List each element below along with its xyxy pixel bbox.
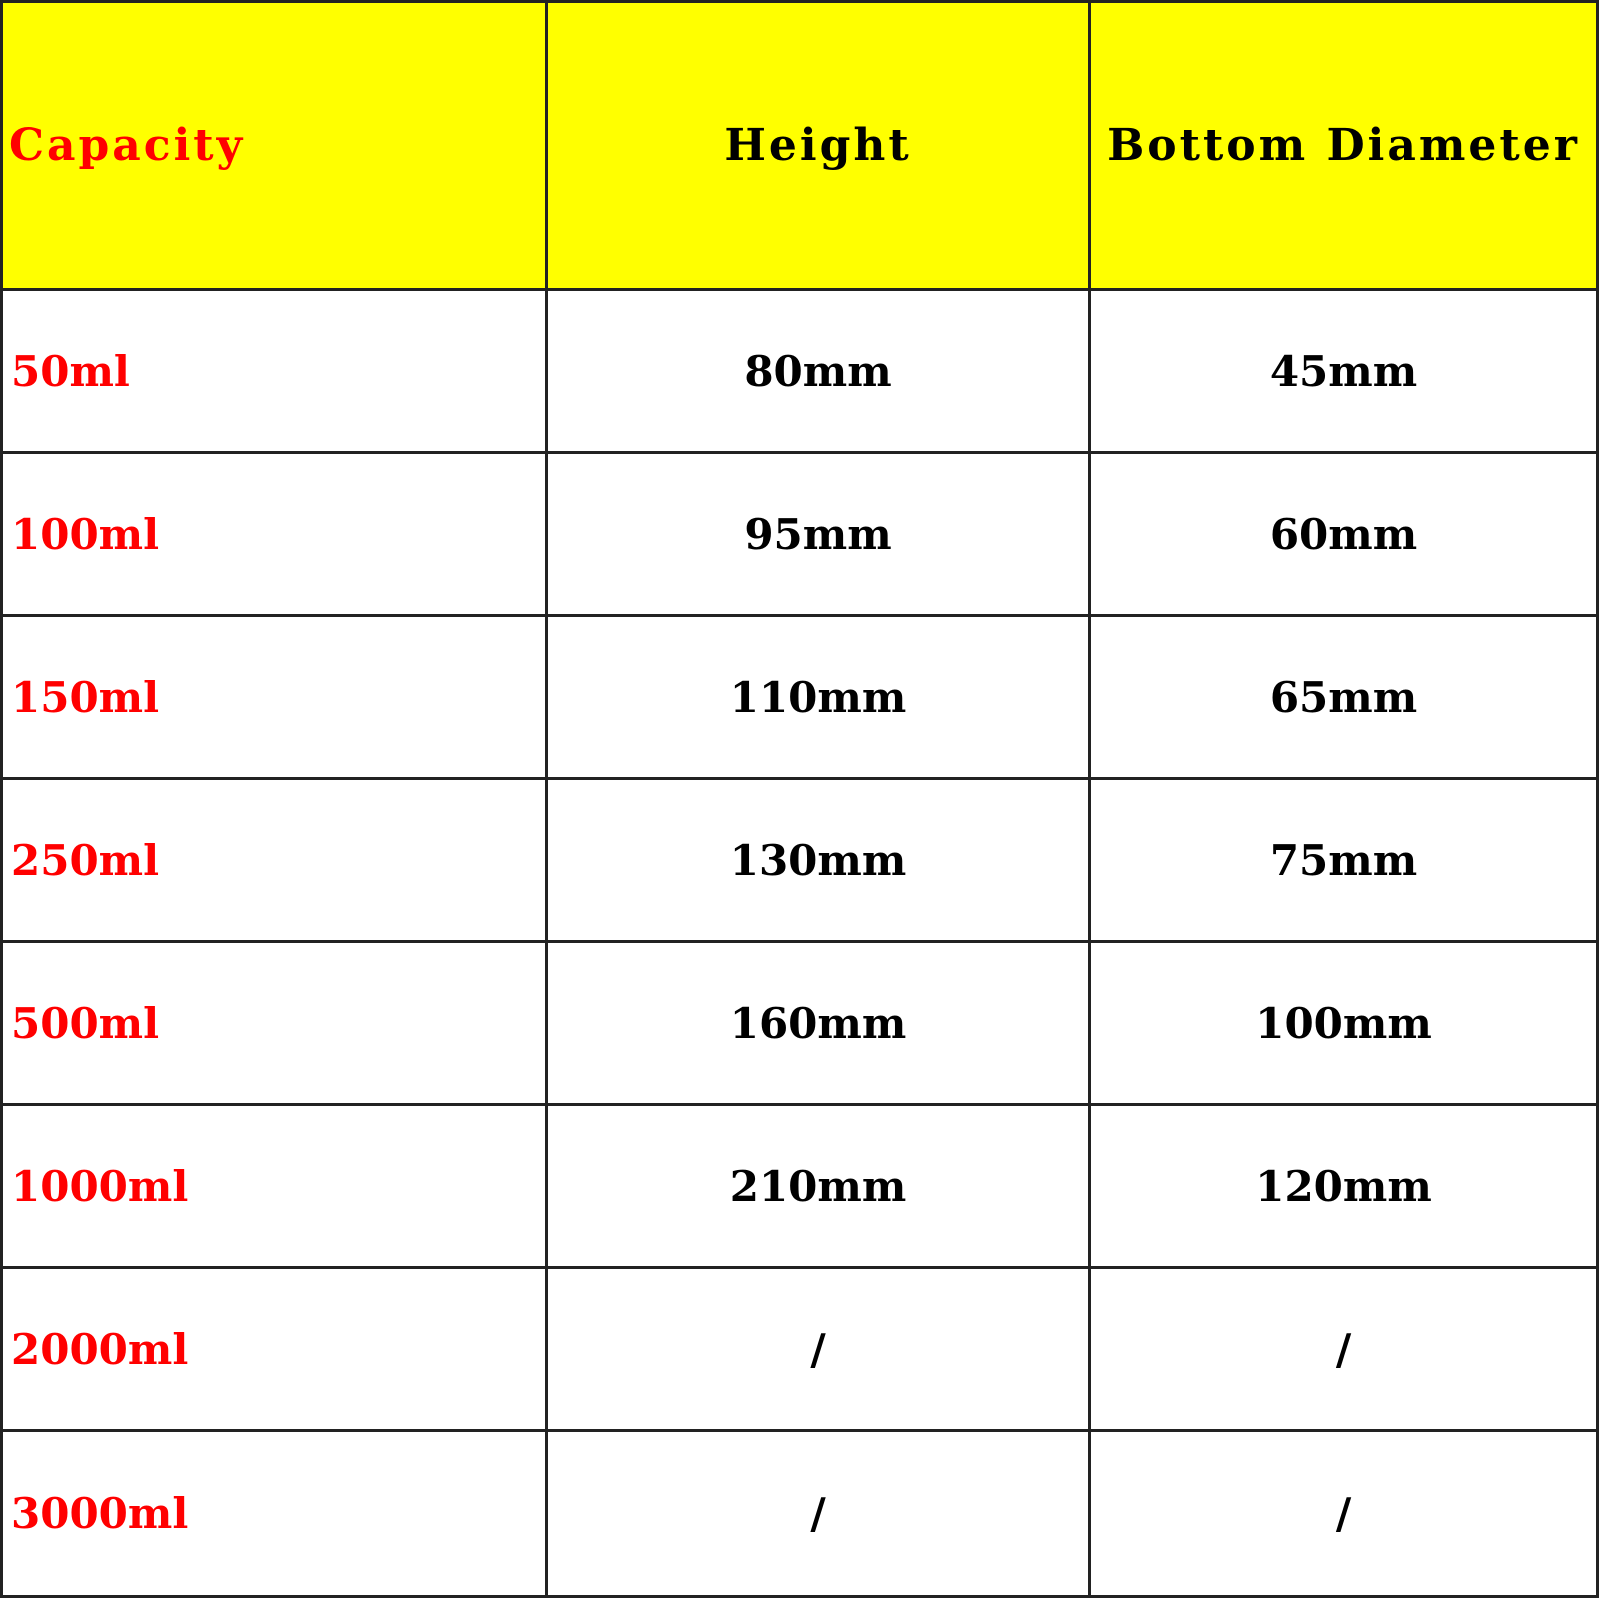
capacity-cell: 1000ml [2,1105,547,1268]
bottom-diameter-cell: 75mm [1090,779,1598,942]
table-row [2,453,1598,616]
capacity-cell: 50ml [2,290,547,453]
capacity-cell: 2000ml [2,1268,547,1431]
table-row [2,942,1598,1105]
height-cell: 80mm [547,290,1090,453]
bottom-diameter-cell: 45mm [1090,290,1598,453]
header-row [2,2,1598,290]
table-row [2,1105,1598,1268]
capacity-cell: 100ml [2,453,547,616]
bottom-diameter-cell: 120mm [1090,1105,1598,1268]
height-cell: / [547,1268,1090,1431]
bottom-diameter-cell: 65mm [1090,616,1598,779]
bottom-diameter-cell: 60mm [1090,453,1598,616]
table-body [2,290,1598,1597]
capacity-cell: 150ml [2,616,547,779]
height-cell: / [547,1431,1090,1597]
height-cell: 110mm [547,616,1090,779]
table-row [2,290,1598,453]
capacity-cell: 250ml [2,779,547,942]
height-cell: 130mm [547,779,1090,942]
table-row [2,616,1598,779]
table-row [2,1431,1598,1597]
height-cell: 210mm [547,1105,1090,1268]
capacity-cell: 500ml [2,942,547,1105]
header-height: Height [547,2,1090,290]
bottom-diameter-cell: / [1090,1431,1598,1597]
height-cell: 160mm [547,942,1090,1105]
table-header [2,2,1598,290]
header-bottom-diameter: Bottom Diameter [1090,2,1598,290]
header-capacity: Capacity [2,2,547,290]
bottom-diameter-cell: / [1090,1268,1598,1431]
table-row [2,779,1598,942]
table-row [2,1268,1598,1431]
capacity-cell: 3000ml [2,1431,547,1597]
height-cell: 95mm [547,453,1090,616]
bottom-diameter-cell: 100mm [1090,942,1598,1105]
